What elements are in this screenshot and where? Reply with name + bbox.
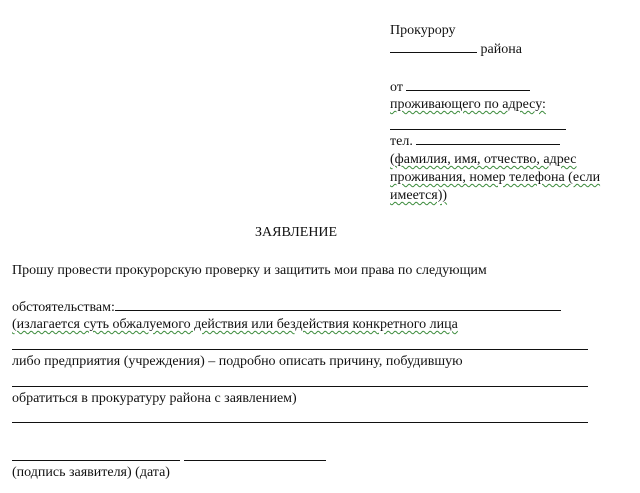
phone-blank[interactable]	[416, 132, 560, 145]
addressee-hint-2: проживания, номер телефона (если	[390, 170, 601, 185]
body-note-3: обратиться в прокуратуру района с заявлением)	[12, 391, 297, 406]
from-blank[interactable]	[406, 78, 530, 91]
addressee-hint-1: (фамилия, имя, отчество, адрес	[390, 152, 577, 167]
body-blank-2[interactable]	[12, 386, 588, 387]
addressee-district: района	[480, 42, 522, 57]
body-blank-1[interactable]	[12, 349, 588, 350]
body-blank-3[interactable]	[12, 422, 588, 423]
addressee-from-line	[390, 78, 530, 96]
body-request: Прошу провести прокурорскую проверку и защитить мои права по следующим	[12, 263, 487, 278]
addressee-district-line	[390, 40, 522, 58]
body-circumstances-line	[12, 298, 561, 316]
address-blank[interactable]	[390, 129, 566, 130]
signature-blank[interactable]	[12, 460, 180, 461]
body-note-1: (излагается суть обжалуемого действия или бездействия конкретного лица	[12, 317, 458, 332]
addressee-phone: тел.	[390, 134, 413, 149]
addressee-to: Прокурору	[390, 23, 456, 38]
signature-caption: (подпись заявителя) (дата)	[12, 465, 170, 480]
date-blank[interactable]	[184, 460, 326, 461]
body-circumstances: обстоятельствам:	[12, 300, 115, 315]
district-blank[interactable]	[390, 40, 477, 53]
circumstances-blank[interactable]	[115, 298, 561, 311]
body-note-2: либо предприятия (учреждения) – подробно описать причину, побудившую	[12, 354, 463, 369]
addressee-residing: проживающего по адресу:	[390, 97, 546, 112]
addressee-hint-3: имеется))	[390, 188, 448, 203]
addressee-from: от	[390, 80, 403, 95]
document-title: ЗАЯВЛЕНИЕ	[255, 225, 338, 240]
addressee-phone-line	[390, 132, 560, 150]
